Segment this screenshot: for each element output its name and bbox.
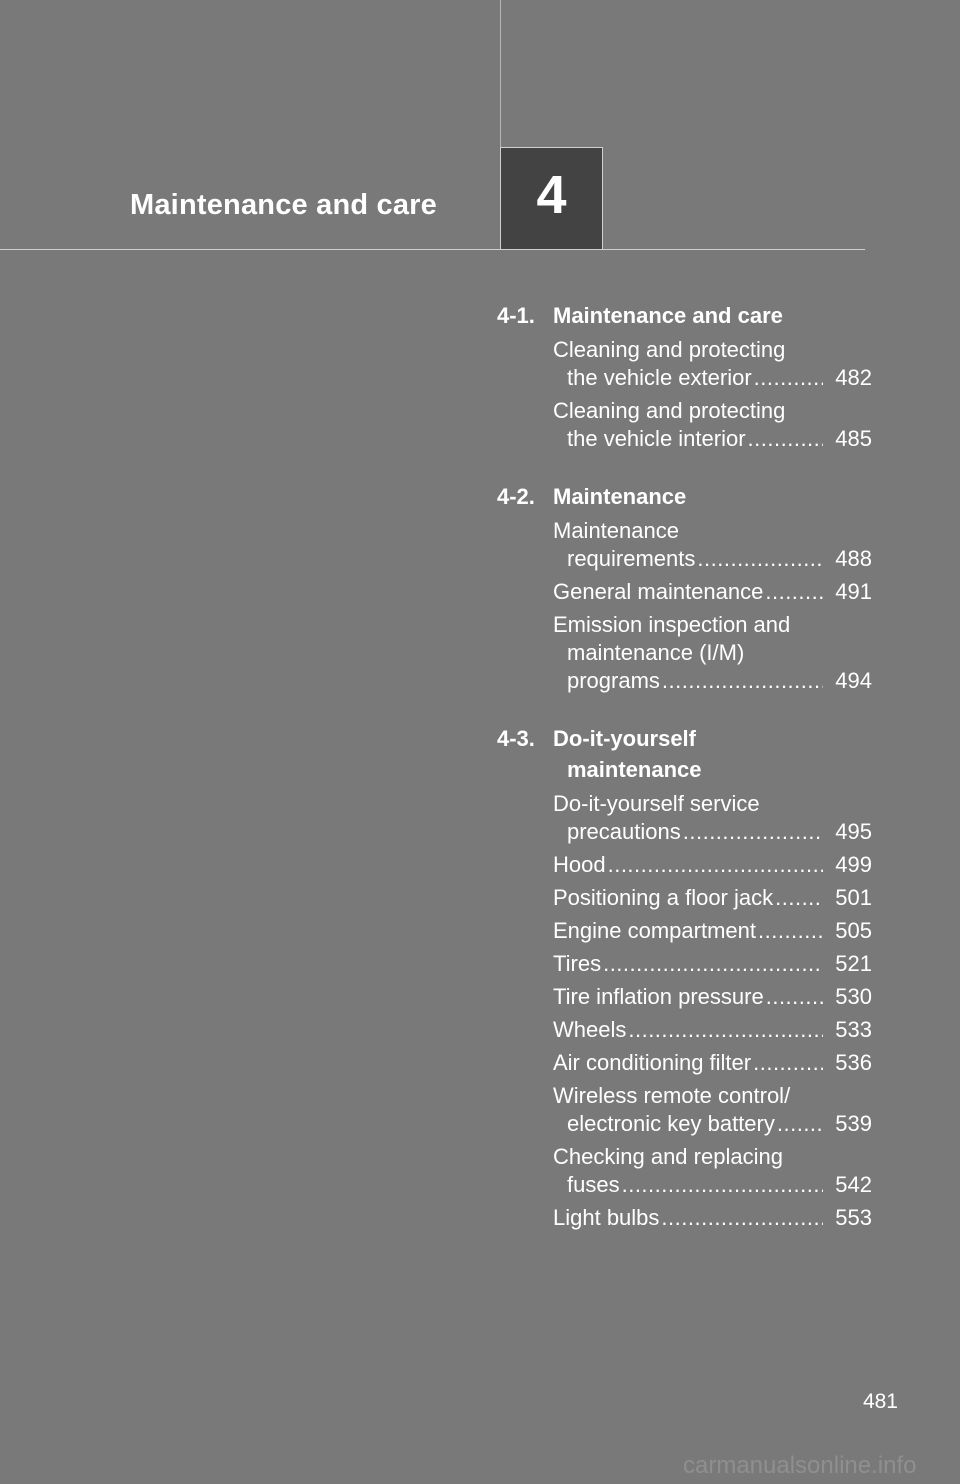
entry-title-line: Wheels xyxy=(553,1017,627,1042)
toc-section xyxy=(497,300,872,453)
entry-page-number: 494 xyxy=(835,668,872,693)
section-number: 4-1. xyxy=(497,303,535,328)
section-number: 4-2. xyxy=(497,484,535,509)
header-horizontal-rule xyxy=(0,249,865,250)
entry-title-line: electronic key battery xyxy=(567,1111,775,1136)
dot-leader xyxy=(608,851,824,879)
entry-title-line: Tires xyxy=(553,951,602,976)
entry-title-line: Maintenance xyxy=(553,518,679,543)
toc-entry[interactable] xyxy=(497,1049,872,1077)
entry-title-line: Wireless remote control/ xyxy=(553,1083,791,1108)
entry-title-line: requirements xyxy=(567,546,696,571)
entry-page-number: 495 xyxy=(835,819,872,844)
entry-title-line: Air conditioning filter xyxy=(553,1050,752,1075)
section-title: maintenance xyxy=(567,757,702,782)
entry-title-line: programs xyxy=(567,668,660,693)
entry-title-line: precautions xyxy=(567,819,681,844)
dot-leader xyxy=(603,950,823,978)
entry-title-line: General maintenance xyxy=(553,579,764,604)
dot-leader xyxy=(766,983,824,1011)
page-number: 481 xyxy=(862,1390,898,1413)
dot-leader xyxy=(765,578,823,606)
entry-page-number: 539 xyxy=(835,1111,872,1136)
entry-page-number: 482 xyxy=(835,365,872,390)
entry-title-line: Cleaning and protecting xyxy=(553,398,786,423)
section-number: 4-3. xyxy=(497,726,535,751)
toc-entry[interactable] xyxy=(497,1204,872,1232)
entry-page-number: 536 xyxy=(835,1050,872,1075)
dot-leader xyxy=(662,667,823,695)
entry-title-line: Do-it-yourself service xyxy=(553,791,760,816)
toc-section xyxy=(497,723,872,1232)
section-title: Maintenance xyxy=(553,484,687,509)
toc-section xyxy=(497,481,872,695)
entry-page-number: 499 xyxy=(835,852,872,877)
dot-leader xyxy=(777,1110,823,1138)
entry-title-line: Tire inflation pressure xyxy=(553,984,764,1009)
watermark: carmanualsonline.info xyxy=(683,1452,917,1479)
toc-entry[interactable] xyxy=(497,917,872,945)
entry-title-line: Light bulbs xyxy=(553,1205,660,1230)
section-title: Maintenance and care xyxy=(553,303,783,328)
section-heading[interactable] xyxy=(497,300,872,331)
entry-title-line: maintenance (I/M) xyxy=(567,640,745,665)
entry-title-line: fuses xyxy=(567,1172,620,1197)
toc-entry[interactable] xyxy=(497,1143,872,1199)
entry-page-number: 488 xyxy=(835,546,872,571)
entry-title-line: Cleaning and protecting xyxy=(553,337,786,362)
toc-entry[interactable] xyxy=(497,578,872,606)
entry-title-line: Positioning a floor jack xyxy=(553,885,774,910)
entry-page-number: 530 xyxy=(835,984,872,1009)
chapter-number-tab xyxy=(500,147,603,250)
toc-entry[interactable] xyxy=(497,950,872,978)
dot-leader xyxy=(622,1171,824,1199)
entry-title-line: Hood xyxy=(553,852,606,877)
dot-leader xyxy=(754,364,824,392)
toc-entry[interactable] xyxy=(497,517,872,573)
entry-page-number: 505 xyxy=(835,918,872,943)
entry-title-line: the vehicle interior xyxy=(567,426,746,451)
table-of-contents xyxy=(497,300,872,1260)
toc-entry[interactable] xyxy=(497,397,872,453)
entry-title-line: Checking and replacing xyxy=(553,1144,783,1169)
dot-leader xyxy=(753,1049,823,1077)
dot-leader xyxy=(628,1016,823,1044)
toc-entry[interactable] xyxy=(497,983,872,1011)
toc-entry[interactable] xyxy=(497,611,872,695)
dot-leader xyxy=(775,884,823,912)
entry-page-number: 533 xyxy=(835,1017,872,1042)
entry-title-line: Emission inspection and xyxy=(553,612,791,637)
entry-page-number: 553 xyxy=(835,1205,872,1230)
section-heading[interactable] xyxy=(497,481,872,512)
entry-page-number: 491 xyxy=(835,579,872,604)
chapter-title: Maintenance and care xyxy=(130,189,437,221)
entry-page-number: 485 xyxy=(835,426,872,451)
toc-entry[interactable] xyxy=(497,851,872,879)
section-heading[interactable] xyxy=(497,723,872,785)
toc-entry[interactable] xyxy=(497,790,872,846)
toc-entry[interactable] xyxy=(497,884,872,912)
dot-leader xyxy=(748,425,824,453)
section-title: Do-it-yourself xyxy=(553,726,696,751)
entry-title-line: Engine compartment xyxy=(553,918,756,943)
entry-page-number: 501 xyxy=(835,885,872,910)
dot-leader xyxy=(758,917,823,945)
entry-title-line: the vehicle exterior xyxy=(567,365,752,390)
dot-leader xyxy=(683,818,824,846)
entry-page-number: 542 xyxy=(835,1172,872,1197)
dot-leader xyxy=(697,545,823,573)
chapter-number: 4 xyxy=(536,164,567,225)
toc-entry[interactable] xyxy=(497,1082,872,1138)
dot-leader xyxy=(661,1204,823,1232)
toc-entry[interactable] xyxy=(497,1016,872,1044)
entry-page-number: 521 xyxy=(835,951,872,976)
toc-entry[interactable] xyxy=(497,336,872,392)
